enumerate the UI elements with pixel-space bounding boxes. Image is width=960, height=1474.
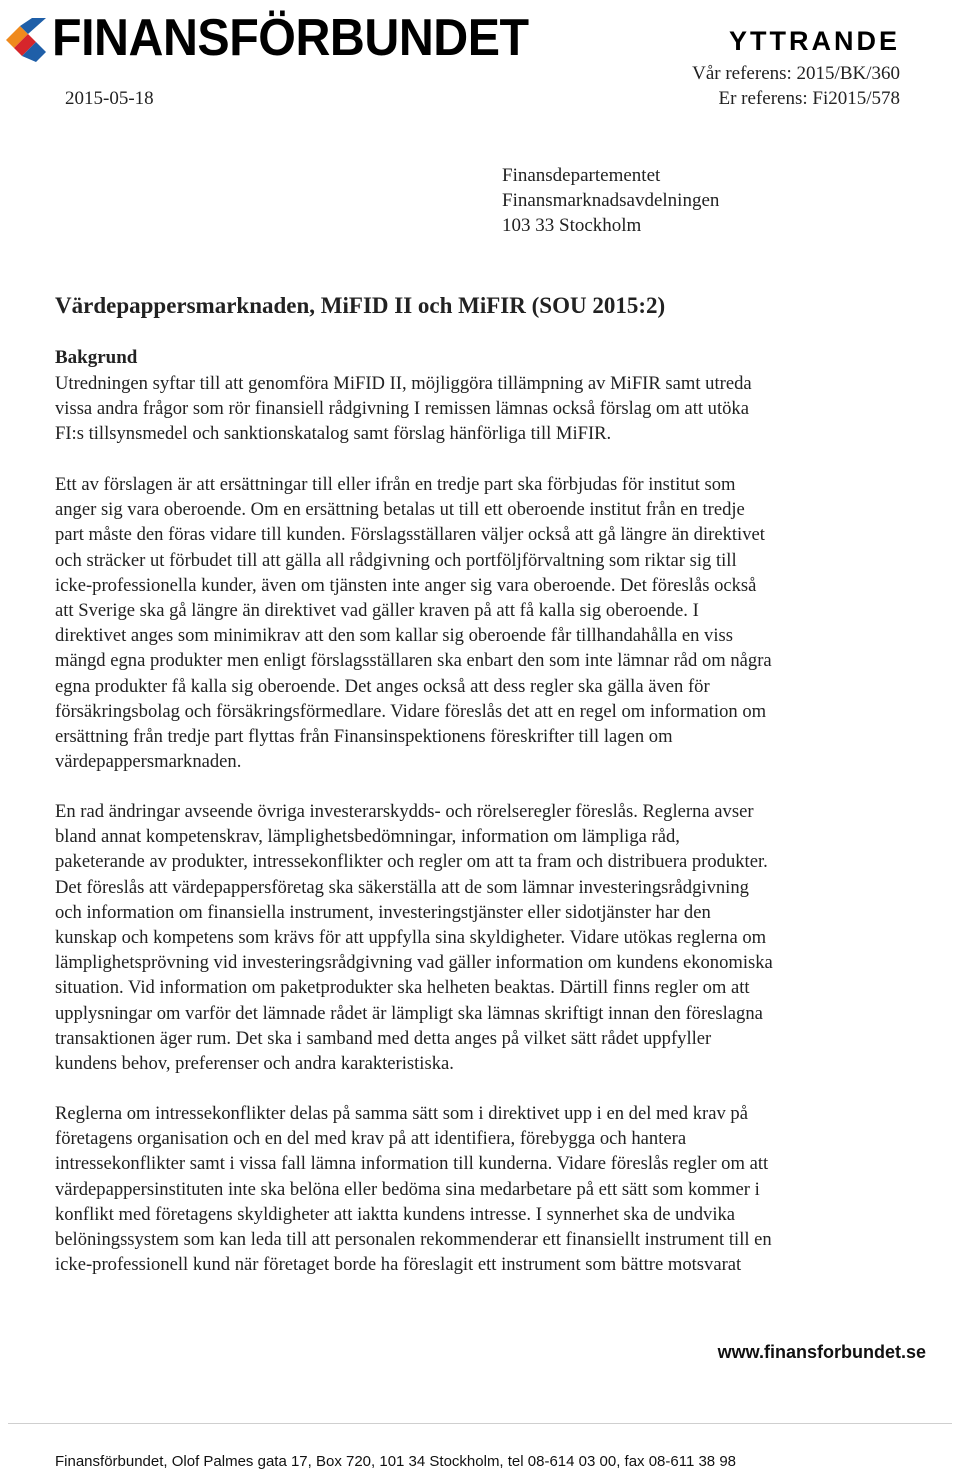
body-paragraph: En rad ändringar avseende övriga investerarskydds- och rörelseregler föreslås. Reglerna avser bland annat kompetenskrav, lämplighetsbedömningar, information om lämpliga råd, paketerande av produkter, intressekonflikter och regler om att ta fram och distribuera produkter. Det föreslås att värdepappersföretag ska säkerställa att de som lämnar investeringsrådgivning och information om finansiella instrument, investeringstjänster eller sidotjänster har den kunskap och kompetens som krävs för att uppfylla sina skyldigheter. Vidare utökas reglerna om lämplighetsprövning vid investeringsrådgivning vad gäller information om kundens ekonomiska situation. Vid information om paketprodukter ska helheten beaktas. Därtill finns regler om att upplysningar om varför det lämnade rådet är lämpligt ska lämnas skriftigt innan den föreslagna transaktionen äger rum. Det ska i samband med detta anges på vilket sätt rådet uppfyller kundens behov, preferenser och andra karakteristiska. [55, 801, 773, 1075]
recipient-line: Finansmarknadsavdelningen [502, 190, 720, 211]
document-title: Värdepappersmarknaden, MiFID II och MiFIR (SOU 2015:2) [55, 293, 666, 318]
body-paragraph: Reglerna om intressekonflikter delas på samma sätt som i direktivet upp i en del med krav på företagens organisation och en del med krav på att identifiera, förebygga och hantera intressekonflikter samt i vissa fall lämna information till kunderna. Vidare föreslås regler om att värdepappersinstituten inte ska belöna eller bedöma sina medarbetare på ett sätt som kommer i konflikt med företagens skyldigheter att iaktta kundens intresse. I synnerhet ska de undvika belöningssystem som kan leda till att personalen rekommenderar ett finansiellt instrument till en icke-professionell kund när företaget borde ha föreslagit ett instrument som bättre motsvarat [55, 1103, 772, 1276]
finansforbundet-logo [6, 8, 586, 68]
section-heading: Bakgrund [55, 347, 138, 368]
your-reference: Er referens: Fi2015/578 [718, 88, 900, 109]
footer-address: Finansförbundet, Olof Palmes gata 17, Box 720, 101 34 Stockholm, tel 08-614 03 00, fax 08-611 38 98 [55, 1453, 736, 1470]
document-type: YTTRANDE [729, 26, 900, 56]
document-date: 2015-05-18 [65, 88, 154, 109]
our-reference: Vår referens: 2015/BK/360 [692, 63, 900, 84]
recipient-line: 103 33 Stockholm [502, 215, 642, 236]
recipient-line: Finansdepartementet [502, 165, 661, 186]
logo-mark-icon [6, 18, 46, 62]
footer-divider [8, 1423, 952, 1424]
body-paragraph: Ett av förslagen är att ersättningar till eller ifrån en tredje part ska förbjudas för institut som anger sig vara oberoende. Om en ersättning betalas ut till ett oberoende institut från en tredje part måste den föras vidare till kunden. Förslagsställaren väljer också att gå längre än direktivet och sträcker ut förbudet till att gälla all rådgivning och portföljförvaltning som riktar sig till icke-professionella kunder, även om tjänsten inte anger sig vara oberoende. Det föreslås också att Sverige ska gå längre än direktivet vad gäller kraven på att få kalla sig oberoende. I direktivet anges som minimikrav att den som kallar sig oberoende får tillhandahålla en viss mängd egna produkter men enligt förslagsställaren ska enbart den som inte lämnar råd om några egna produkter få kalla sig oberoende. Det anges också att dess regler ska gälla även för försäkringsbolag och försäkringsförmedlare. Vidare föreslås det att en regel om information om ersättning från tredje part flyttas från Finansinspektionens föreskrifter till lagen om värdepappersmarknaden. [55, 474, 772, 773]
body-paragraph: Utredningen syftar till att genomföra MiFID II, möjliggöra tillämpning av MiFIR samt utreda vissa andra frågor som rör finansiell rådgivning I remissen lämnas också förslag om att utöka FI:s tillsynsmedel och sanktionskatalog samt förslag hänförliga till MiFIR. [55, 373, 752, 445]
logo-wordmark: FINANSFÖRBUNDET [52, 9, 529, 67]
recipient-address [502, 163, 719, 238]
website-link[interactable]: www.finansforbundet.se [717, 1342, 926, 1362]
